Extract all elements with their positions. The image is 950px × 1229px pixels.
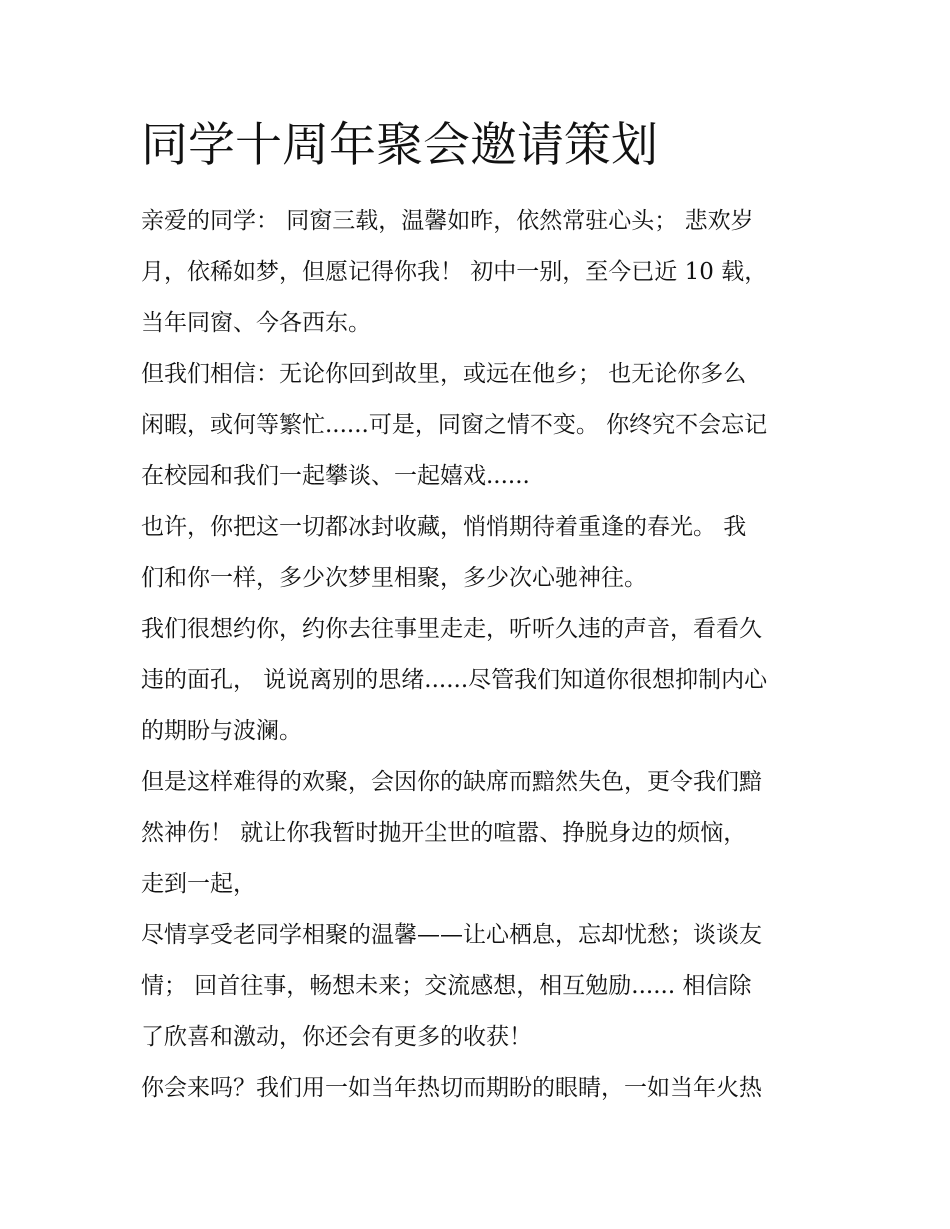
document-title: 同学十周年聚会邀请策划	[141, 118, 658, 173]
body-line: 但是这样难得的欢聚，会因你的缺席而黯然失色，更令我们黯	[141, 769, 762, 795]
body-line: 然神伤！ 就让你我暂时抛开尘世的喧嚣、挣脱身边的烦恼，	[141, 820, 747, 846]
body-line: 们和你一样，多少次梦里相聚，多少次心驰神往。	[141, 565, 647, 591]
document-body	[141, 196, 821, 1114]
body-line: 闲暇，或何等繁忙......可是，同窗之情不变。 你终究不会忘记	[141, 412, 768, 438]
body-line: 尽情享受老同学相聚的温馨——让心栖息，忘却忧愁；谈谈友	[141, 922, 762, 948]
body-line: 违的面孔， 说说离别的思绪......尽管我们知道你很想抑制内心	[141, 667, 768, 693]
body-line: 了欣喜和激动，你还会有更多的收获！	[141, 1024, 532, 1050]
body-line: 你会来吗？我们用一如当年热切而期盼的眼睛，一如当年火热	[141, 1075, 762, 1101]
body-line: 当年同窗、今各西东。	[141, 310, 371, 336]
body-line: 走到一起，	[141, 871, 256, 897]
body-line: 在校园和我们一起攀谈、一起嬉戏......	[141, 463, 530, 489]
body-line: 我们很想约你，约你去往事里走走，听听久违的声音，看看久	[141, 616, 762, 642]
body-line: 但我们相信：无论你回到故里，或远在他乡； 也无论你多么	[141, 361, 747, 387]
body-line: 也许，你把这一切都冰封收藏，悄悄期待着重逢的春光。 我	[141, 514, 747, 540]
body-line: 月，依稀如梦，但愿记得你我！ 初中一别，至今已近 10 载，	[141, 259, 768, 285]
body-line: 情； 回首往事，畅想未来；交流感想，相互勉励...... 相信除	[141, 973, 752, 999]
body-line: 亲爱的同学： 同窗三载，温馨如昨，依然常驻心头； 悲欢岁	[141, 208, 754, 234]
body-line: 的期盼与波澜。	[141, 718, 302, 744]
